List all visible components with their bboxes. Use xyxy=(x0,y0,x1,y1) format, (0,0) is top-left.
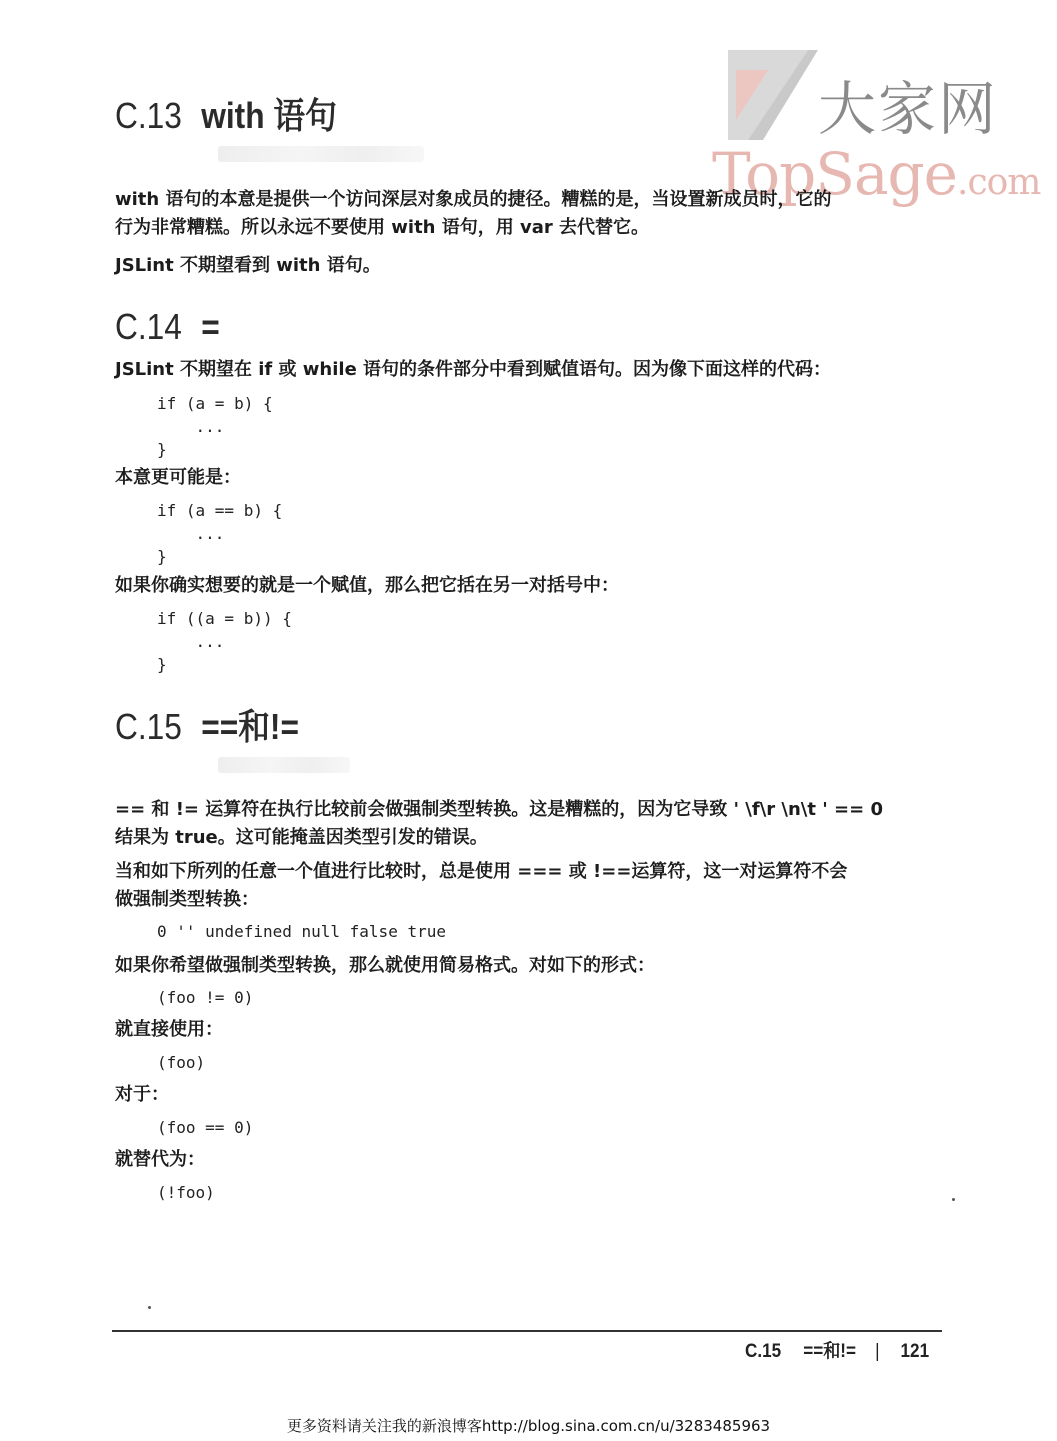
running-footer xyxy=(745,1336,929,1363)
c15-code-1: 0 '' undefined null false true xyxy=(157,922,446,941)
c15-paragraph-6: 就替代为： xyxy=(115,1149,205,1170)
c13-para1-line2: 行为非常糟糕。所以永远不要使用 with 语句，用 var 去代替它。 xyxy=(115,217,650,238)
c15-code-3: (foo) xyxy=(157,1053,206,1072)
c14-code-1: if (a = b) { ... } xyxy=(157,394,273,459)
section-c15-number: C.15 xyxy=(115,706,182,747)
watermark-en-suffix: .com xyxy=(957,162,1041,203)
c15-paragraph-4: 就直接使用： xyxy=(115,1019,223,1040)
c13-paragraph-1 xyxy=(115,186,945,242)
footer-section-title: ==和!= xyxy=(803,1341,856,1362)
section-c14-heading xyxy=(115,306,220,348)
c14-paragraph-3: 如果你确实想要的就是一个赋值，那么把它括在另一对括号中： xyxy=(115,575,619,596)
c15-paragraph-2 xyxy=(115,858,945,914)
c15-para2-line2: 做强制类型转换： xyxy=(115,889,259,910)
c14-code-2: if (a == b) { ... } xyxy=(157,501,283,566)
c15-para2-line1: 当和如下所列的任意一个值进行比较时，总是使用 === 或 !==运算符，这一对运算符不会 xyxy=(115,861,848,882)
faded-subtitle-c13 xyxy=(218,146,424,162)
c15-paragraph-3: 如果你希望做强制类型转换，那么就使用简易格式。对如下的形式： xyxy=(115,955,655,976)
c15-paragraph-1 xyxy=(115,796,945,852)
c15-para1-line2: 结果为 true。这可能掩盖因类型引发的错误。 xyxy=(115,827,488,848)
page-number: 121 xyxy=(900,1341,930,1362)
section-c14-title: = xyxy=(201,306,220,347)
scan-speck xyxy=(952,1198,955,1201)
footer-separator: | xyxy=(875,1341,880,1362)
footer-rule xyxy=(112,1330,942,1332)
c13-paragraph-2: JSLint 不期望看到 with 语句。 xyxy=(115,255,381,276)
c15-para1-line1: == 和 != 运算符在执行比较前会做强制类型转换。这是糟糕的，因为它导致 ' \f\r \n\t ' == 0 xyxy=(115,799,883,820)
c15-code-5: (!foo) xyxy=(157,1183,215,1202)
footer-section-label: C.15 xyxy=(745,1341,782,1362)
watermark-cn-text: 大家网 xyxy=(818,75,999,143)
section-c13-title: with 语句 xyxy=(201,95,337,136)
c14-paragraph-2: 本意更可能是： xyxy=(115,467,241,488)
section-c15-heading xyxy=(115,699,299,750)
c15-paragraph-5: 对于： xyxy=(115,1084,169,1105)
c15-code-4: (foo == 0) xyxy=(157,1118,254,1137)
c15-code-2: (foo != 0) xyxy=(157,988,254,1007)
section-c13-number: C.13 xyxy=(115,95,182,136)
blog-note: 更多资料请关注我的新浪博客http://blog.sina.com.cn/u/3283485963 xyxy=(286,1417,771,1435)
topsage-logo-icon xyxy=(708,40,828,150)
c14-paragraph-1: JSLint 不期望在 if 或 while 语句的条件部分中看到赋值语句。因为像下面这样的代码： xyxy=(115,359,832,380)
faded-subtitle-c15 xyxy=(218,757,350,773)
topsage-watermark xyxy=(708,40,1041,208)
section-c15-title: ==和!= xyxy=(201,706,299,747)
watermark-en-main: TopSage xyxy=(712,140,957,208)
section-c14-number: C.14 xyxy=(115,306,182,347)
c14-code-3: if ((a = b)) { ... } xyxy=(157,609,292,674)
scan-speck xyxy=(148,1306,151,1309)
section-c13-heading xyxy=(115,88,337,139)
c13-para1-line1: with 语句的本意是提供一个访问深层对象成员的捷径。糟糕的是，当设置新成员时，它的 xyxy=(115,189,832,210)
